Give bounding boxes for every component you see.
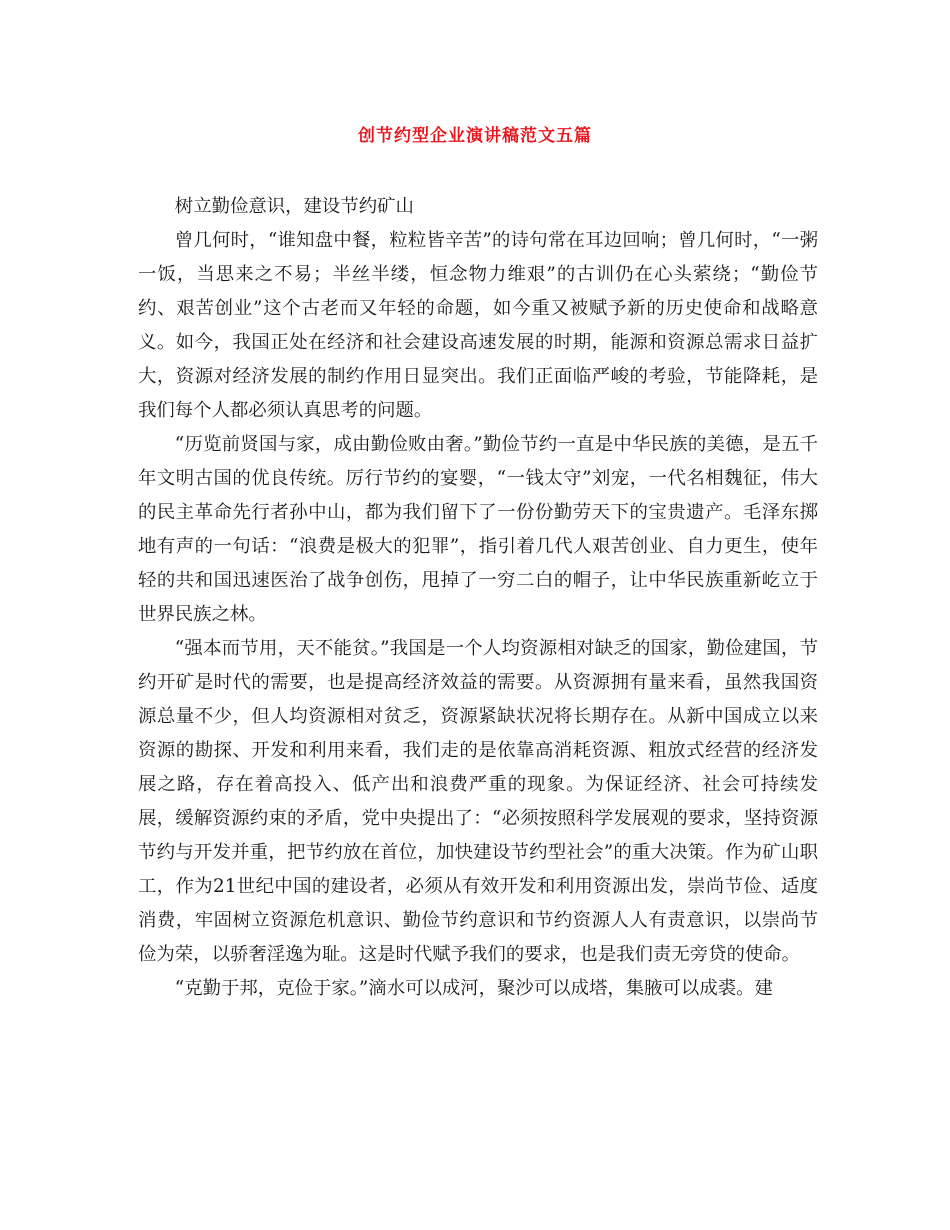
paragraph: “克勤于邦，克俭于家。”滴水可以成河，聚沙可以成塔，集腋可以成裘。建 — [174, 978, 773, 999]
section-heading: 树立勤俭意识，建设节约矿山 — [174, 196, 414, 217]
paragraph: “强本而节用，天不能贫。”我国是一个人均资源相对缺乏的国家，勤俭建国，节约开矿是时代的需要，也是提高经济效益的需要。从资源拥有量来看，虽然我国资源总量不少，但人均资源相对贫乏，资源紧缺状况将长期存在。从新中国成立以来资源的勘探、开发和利用来看，我们走的是依靠高消耗资源、粗放式经营的经济发展之路，存在着高投入、低产出和浪费严重的现象。为保证经济、社会可持续发展，缓解资源约束的矛盾，党中央提出了：“必须按照科学发展观的要求，坚持资源节约与开发并重，把节约放在首位，加快建设节约型社会”的重大决策。作为矿山职工，作为21世纪中国的建设者，必须从有效开发和利用资源出发，崇尚节俭、适度消费，牢固树立资源危机意识、勤俭节约意识和节约资源人人有责意识，以崇尚节俭为荣，以骄奢淫逸为耻。这是时代赋予我们的要求，也是我们责无旁贷的使命。 — [138, 638, 818, 965]
paragraph: “历览前贤国与家，成由勤俭败由奢。”勤俭节约一直是中华民族的美德，是五千年文明古国的优良传统。厉行节约的宴婴，“一钱太守”刘宠，一代名相魏征，伟大的民主革命先行者孙中山，都为我们留下了一份份勤劳天下的宝贵遗产。毛泽东掷地有声的一句话：“浪费是极大的犯罪”，指引着几代人艰苦创业、自力更生，使年轻的共和国迅速医治了战争创伤，甩掉了一穷二白的帽子，让中华民族重新屹立于世界民族之林。 — [138, 434, 818, 625]
document-body — [138, 190, 818, 1006]
paragraph: 曾几何时，“谁知盘中餐，粒粒皆辛苦”的诗句常在耳边回响；曾几何时，“一粥一饭，当思来之不易；半丝半缕，恒念物力维艰”的古训仍在心头萦绕；“勤俭节约、艰苦创业”这个古老而又年轻的命题，如今重又被赋予新的历史使命和战略意义。如今，我国正处在经济和社会建设高速发展的时期，能源和资源总需求日益扩大，资源对经济发展的制约作用日显突出。我们正面临严峻的考验，节能降耗，是我们每个人都必须认真思考的问题。 — [138, 230, 818, 421]
document-title: 创节约型企业演讲稿范文五篇 — [358, 126, 592, 146]
